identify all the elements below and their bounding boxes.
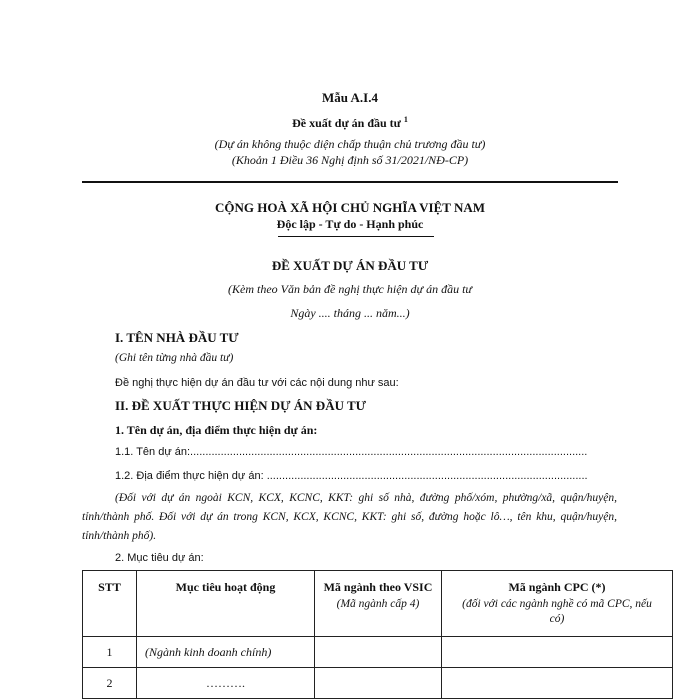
document-subtitle: (Kèm theo Văn bản đề nghị thực hiện dự án đầu tư [228, 282, 472, 296]
document-title: ĐỀ XUẤT DỰ ÁN ĐẦU TƯ [271, 258, 429, 273]
project-location-line: 1.2. Địa điểm thực hiện dự án: ......................................................................................................... [115, 470, 588, 482]
national-motto: Độc lập - Tự do - Hạnh phúc [276, 217, 424, 231]
table-cell-vsic [315, 668, 442, 699]
section-1-heading: I. TÊN NHÀ ĐẦU TƯ [115, 330, 239, 345]
table-row [83, 668, 673, 699]
motto-underline [278, 236, 434, 237]
col-header-stt: STT [83, 571, 137, 637]
table-cell-vsic [315, 637, 442, 668]
table-cell-cpc [442, 668, 673, 699]
document-date-line: Ngày .... tháng ... năm...) [290, 306, 410, 320]
form-note-1: (Dự án không thuộc diện chấp thuận chủ trương đầu tư) [214, 137, 486, 151]
table-cell-cpc [442, 637, 673, 668]
table-cell-stt: 2 [83, 668, 137, 699]
col-header-vsic-sub: (Mã ngành cấp 4) [336, 598, 420, 610]
col-header-activity: Mục tiêu hoạt động [137, 571, 315, 637]
form-name-line [0, 115, 700, 131]
objectives-table [82, 570, 673, 699]
location-note: (Đối với dự án ngoài KCN, KCX, KCNC, KKT: ghi số nhà, đường phố/xóm, phường/xã, quận/huyện, tỉnh/thành phố. Đối với dự án trong KCN, KCX, KCNC, KKT: ghi số, đường hoặc lô…, tên khu, quận/huyện, tỉnh/thành phố). [82, 492, 617, 542]
footnote-mark: 1 [403, 115, 408, 124]
table-cell-activity: (Ngành kinh doanh chính) [137, 637, 315, 668]
item-1-heading: 1. Tên dự án, địa điểm thực hiện dự án: [115, 423, 318, 437]
form-name: Đề xuất dự án đầu tư [292, 116, 401, 130]
table-header-row [83, 571, 673, 637]
section-2-heading: II. ĐỀ XUẤT THỰC HIỆN DỰ ÁN ĐẦU TƯ [115, 398, 366, 413]
table-row [83, 637, 673, 668]
item-2-heading: 2. Mục tiêu dự án: [115, 552, 204, 564]
table-cell-activity: ………. [137, 668, 315, 699]
national-title: CỘNG HOÀ XÃ HỘI CHỦ NGHĨA VIỆT NAM [214, 200, 486, 215]
form-code: Mẫu A.I.4 [322, 90, 378, 105]
col-header-cpc: Mã ngành CPC (*) (đối với các ngành nghề có mã CPC, nếu có) [442, 571, 673, 637]
col-header-cpc-sub: (đối với các ngành nghề có mã CPC, nếu có) [462, 598, 652, 625]
form-note-2: (Khoản 1 Điều 36 Nghị định số 31/2021/NĐ-CP) [231, 153, 469, 167]
table-cell-stt: 1 [83, 637, 137, 668]
section-1-intro: Đề nghị thực hiện dự án đầu tư với các nội dung như sau: [115, 377, 399, 389]
header-divider [82, 181, 618, 183]
project-name-line: 1.1. Tên dự án:.................................................................................................................................. [115, 446, 588, 458]
col-header-vsic: Mã ngành theo VSIC (Mã ngành cấp 4) [315, 571, 442, 637]
section-1-hint: (Ghi tên từng nhà đầu tư) [115, 352, 234, 364]
